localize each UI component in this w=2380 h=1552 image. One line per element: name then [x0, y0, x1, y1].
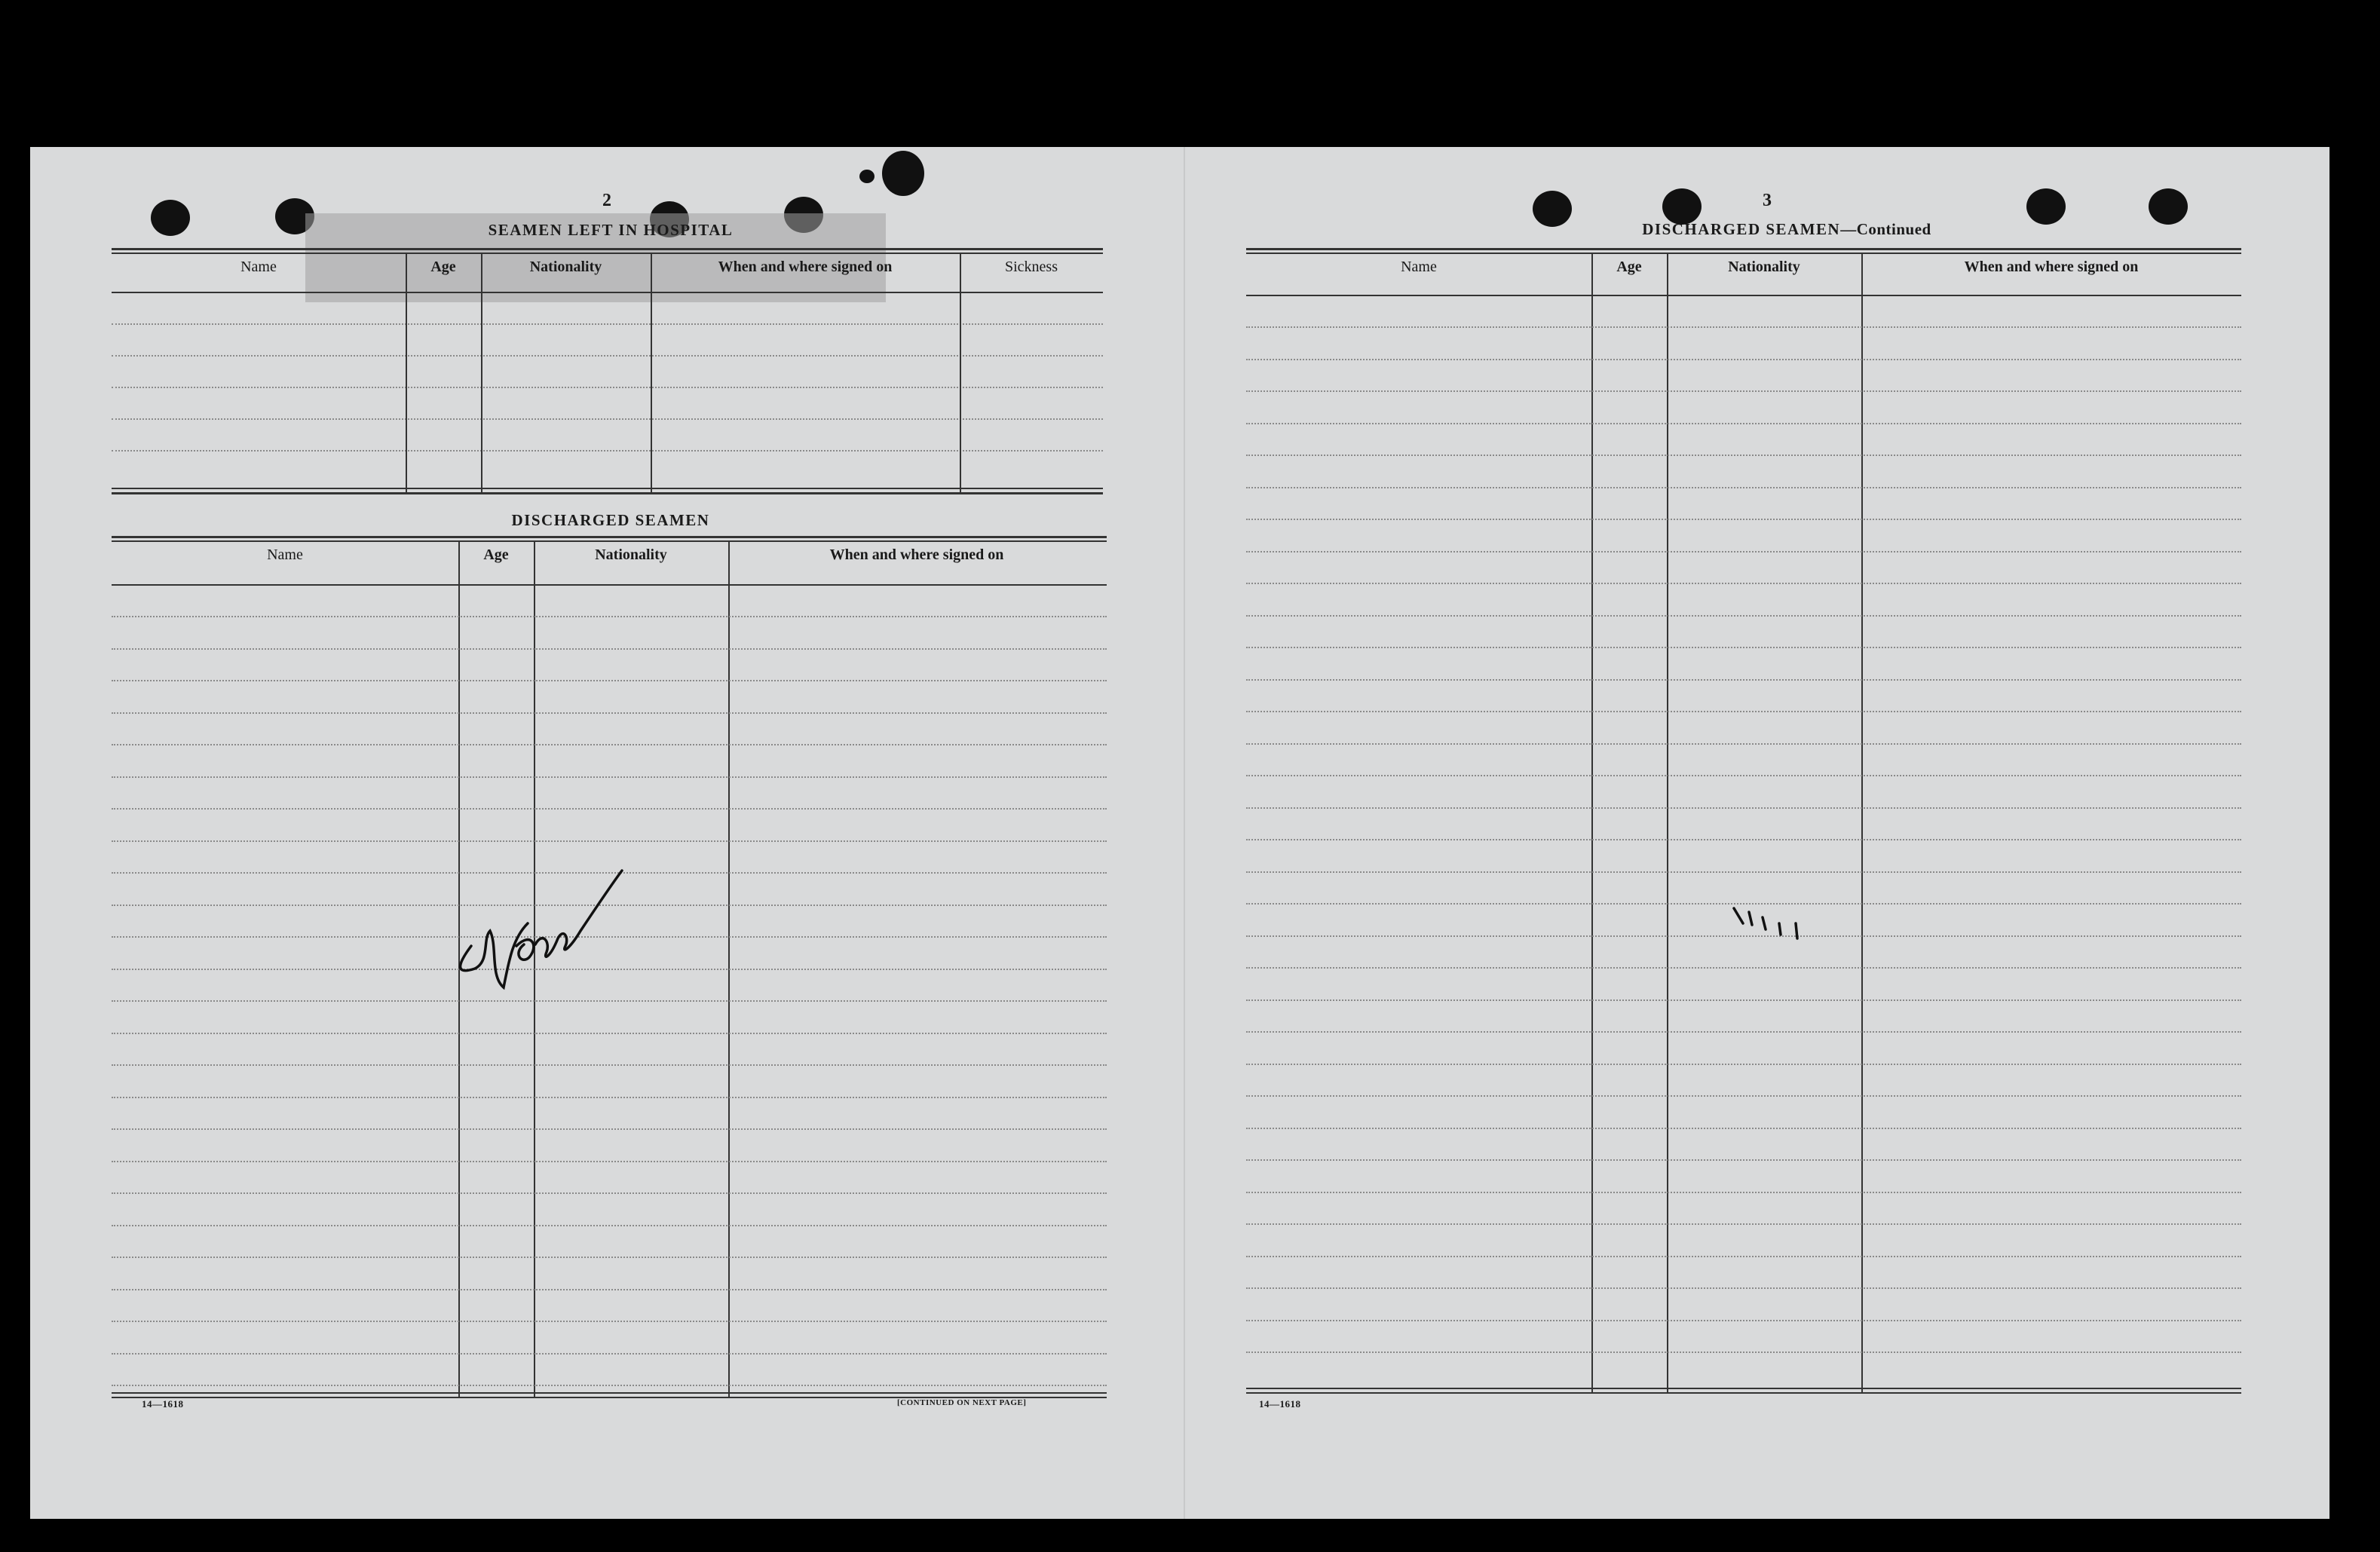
table-row [1246, 871, 2241, 873]
table-row [1246, 775, 2241, 776]
col-header-sickness: Sickness [1005, 259, 1058, 275]
table-row [112, 355, 1103, 357]
table-row [1246, 551, 2241, 553]
table-row [1246, 1159, 2241, 1161]
table-row [1246, 711, 2241, 712]
hospital-section-title: SEAMEN LEFT IN HOSPITAL [488, 221, 734, 239]
table-row [1246, 423, 2241, 424]
table-row [112, 712, 1107, 714]
table-row [1246, 455, 2241, 456]
discharged-section-title: DISCHARGED SEAMEN [511, 511, 710, 529]
table-row [1246, 1192, 2241, 1193]
punch-hole [2026, 188, 2066, 225]
table-row [1246, 1095, 2241, 1097]
table-row [1246, 1223, 2241, 1225]
col-header-name: Name [1401, 259, 1437, 275]
table-row [1246, 583, 2241, 584]
col-header-age: Age [430, 259, 456, 275]
title-main: DISCHARGED SEAMEN [1642, 220, 1841, 238]
table-row [1246, 999, 2241, 1001]
table-row [1246, 743, 2241, 745]
table-row [112, 1257, 1107, 1258]
right-page [1184, 147, 2329, 1519]
col-header-age: Age [1616, 259, 1642, 275]
table-row [1246, 1031, 2241, 1033]
col-header-age: Age [483, 546, 509, 563]
ink-smudge [859, 170, 875, 183]
page-number: 2 [602, 191, 611, 210]
col-header-signed-on: When and where signed on [1964, 259, 2139, 275]
title-suffix: —Continued [1840, 220, 1931, 238]
col-header-signed-on: When and where signed on [829, 546, 1004, 563]
page-number: 3 [1763, 191, 1772, 210]
table-row [1246, 359, 2241, 360]
table-row [112, 776, 1107, 778]
table-row [112, 387, 1103, 388]
col-header-nationality: Nationality [529, 259, 602, 275]
table-row [112, 323, 1103, 325]
table-row [1246, 519, 2241, 520]
discharged-table [112, 536, 1107, 1538]
table-row [112, 1353, 1107, 1355]
left-page [30, 147, 1184, 1519]
table-row [112, 808, 1107, 810]
hospital-table [112, 248, 1103, 497]
table-row [112, 648, 1107, 650]
document-sheet [30, 147, 2329, 1519]
table-row [1246, 967, 2241, 969]
table-row [112, 1385, 1107, 1386]
table-row [1246, 326, 2241, 328]
table-row [1246, 1256, 2241, 1257]
table-row [112, 1289, 1107, 1290]
col-header-nationality: Nationality [595, 546, 667, 563]
table-row [1246, 1128, 2241, 1129]
table-row [1246, 647, 2241, 648]
table-row [112, 616, 1107, 617]
handwritten-none [437, 856, 648, 1010]
discharged-continued-title [1523, 220, 2051, 239]
table-row [112, 1192, 1107, 1194]
table-row [1246, 679, 2241, 681]
table-row [112, 680, 1107, 681]
table-row [1246, 839, 2241, 840]
table-row [1246, 1320, 2241, 1321]
table-row [112, 744, 1107, 745]
punch-hole [1662, 188, 1702, 225]
col-header-signed-on: When and where signed on [718, 259, 893, 275]
table-row [1246, 1287, 2241, 1289]
table-row [112, 1225, 1107, 1226]
table-row [1246, 487, 2241, 488]
table-row [112, 840, 1107, 842]
table-row [1246, 1351, 2241, 1353]
table-row [1246, 807, 2241, 809]
table-row [112, 1128, 1107, 1130]
table-row [112, 1064, 1107, 1066]
col-header-nationality: Nationality [1728, 259, 1800, 275]
table-row [112, 1321, 1107, 1322]
table-row [112, 1161, 1107, 1162]
form-number: 14—1618 [1259, 1398, 1301, 1410]
table-row [112, 450, 1103, 452]
table-row [1246, 390, 2241, 392]
table-row [112, 418, 1103, 420]
col-header-name: Name [240, 259, 277, 275]
table-row [1246, 615, 2241, 617]
discharged-continued-table [1246, 248, 2241, 1394]
ink-smudge [882, 151, 924, 196]
continued-note: [CONTINUED ON NEXT PAGE] [897, 1398, 1027, 1407]
punch-hole [2149, 188, 2188, 225]
table-row [1246, 1064, 2241, 1065]
table-row [112, 1097, 1107, 1098]
handwritten-marks [1726, 901, 1877, 965]
col-header-name: Name [267, 546, 303, 563]
table-row [112, 1033, 1107, 1034]
form-number: 14—1618 [142, 1398, 184, 1410]
punch-hole [151, 200, 190, 236]
